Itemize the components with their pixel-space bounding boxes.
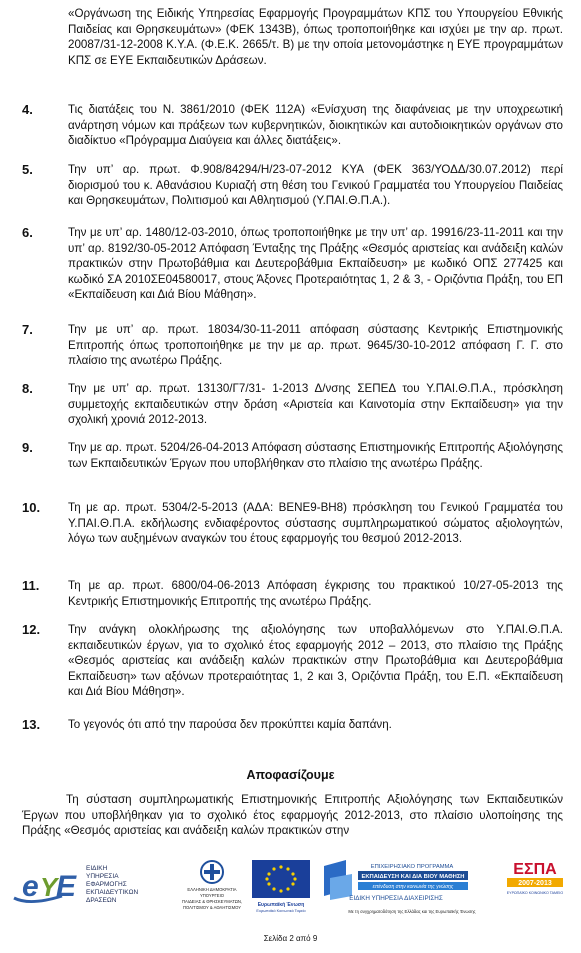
item-number: 6. bbox=[22, 225, 33, 240]
eye-line: ΥΠΗΡΕΣΙΑ bbox=[86, 873, 119, 880]
svg-text:Y: Y bbox=[40, 872, 58, 902]
item-number: 5. bbox=[22, 162, 33, 177]
svg-text:e: e bbox=[22, 870, 39, 903]
cofinance-text: Με τη συγχρηματοδότηση της Ελλάδας και της Ευρωπαϊκής Ένωσης bbox=[348, 909, 476, 914]
eu-line: Ευρωπαϊκή Ένωση bbox=[257, 902, 305, 908]
eu-flag-logo bbox=[252, 860, 310, 913]
espa-logo bbox=[507, 861, 564, 895]
item-text: Την με υπ’ αρ. 1480/12-03-2010, όπως τροποποιήθηκε με την υπ’ αρ. 19916/23-11-2011 και την υπ’ αρ. 8192/30-05-2012 Απόφαση Ένταξης της Πράξης «Θεσμός αριστείας και ανάδειξη καλών πρακτικών στην Πρωτοβάθμια και Δευτεροβάθμια Εκπαίδευση» με κωδικό ΟΠΣ 277425 και κωδικό ΣΑ 2010ΣΕ04580017, στους Άξονες Προτεραιότητας 1, 2 & 3, - Οριζόντια Πράξη, του ΕΠ «Εκπαίδευση και Διά Βίου Μάθηση». bbox=[68, 226, 563, 302]
item-text: Τη με αρ. πρωτ. 6800/04-06-2013 Απόφαση έγκρισης του πρακτικού 10/27-05-2013 της Κεντρικής Επιστημονικής Επιτροπής της ανωτέρω Πράξης. bbox=[68, 579, 563, 608]
item-text: Την υπ’ αρ. πρωτ. Φ.908/84294/Η/23-07-2012 ΚΥΑ (ΦΕΚ 363/ΥΟΔΔ/30.07.2012) περί διορισμού του κ. Αθανάσιου Κυριαζή στη θέση του Γενικού Γραμματέα του Υπουργείου Παιδείας και Θρησκευμάτων, Πολιτισμού και Αθλητισμού (Υ.ΠΑΙ.Θ.Π.Α.). bbox=[68, 163, 563, 208]
list-item bbox=[22, 622, 563, 700]
eye-logo bbox=[14, 865, 138, 904]
item-number: 4. bbox=[22, 102, 33, 117]
list-item bbox=[22, 381, 563, 428]
svg-text:E: E bbox=[56, 870, 77, 903]
program-line: ΕΠΙΧΕΙΡΗΣΙΑΚΟ ΠΡΟΓΡΑΜΜΑ bbox=[370, 864, 454, 870]
eye-line: ΕΚΠΑΙΔΕΥΤΙΚΩΝ bbox=[86, 889, 139, 896]
item-text: Την με υπ’ αρ. πρωτ. 13130/Γ7/31- 1-2013 Δ/νσης ΣΕΠΕΔ του Υ.ΠΑΙ.Θ.Π.Α., πρόσκληση συμμετοχής εκπαιδευτικών στην δράση «Αριστεία και Καινοτομία στην Εκπαίδευση» για την σχολική χρονιά 2012-2013. bbox=[68, 382, 563, 427]
item-text: Την ανάγκη ολοκλήρωσης της αξιολόγησης των υποβαλλόμενων στο Υ.ΠΑΙ.Θ.Π.Α. εκπαιδευτικών έργων, για το σχολικό έτος εφαρμογής 2012 – 2013, στο πλαίσιο της Πράξης «Θεσμός αριστείας και ανάδειξη καλών πρακτικών στην Πρωτοβάθμια και Δευτεροβάθμια Εκπαίδευση» των αξόνων προτεραιότητας 1, 2 και 3, Οριζόντια Πράξη, του Ε.Π. «Εκπαίδευση και Διά Βίου Μάθηση». bbox=[68, 623, 563, 699]
item-number: 12. bbox=[22, 622, 41, 637]
program-line: ΕΚΠΑΙΔΕΥΣΗ ΚΑΙ ΔΙΑ ΒΙΟΥ ΜΑΘΗΣΗ bbox=[361, 874, 465, 880]
eye-line: ΕΦΑΡΜΟΓΗΣ bbox=[86, 881, 127, 888]
item-number: 9. bbox=[22, 440, 33, 455]
item-number: 13. bbox=[22, 717, 41, 732]
item-text: Τη με αρ. πρωτ. 5304/2-5-2013 (ΑΔΑ: ΒΕΝΕ9-ΒΗ8) πρόσκληση του Γενικού Γραμματέα του Υ.ΠΑΙ.Θ.Π.Α. εκδήλωσης ενδιαφέροντος σύστασης συμπληρωματικού σώματος αξιολογητών, λόγω των αυξημένων αναγκών του έτους εφαρμογής του θεσμού 2012-2013. bbox=[68, 501, 563, 546]
ministry-line: ΠΑΙΔΕΙΑΣ & ΘΡΗΣΚΕΥΜΑΤΩΝ, bbox=[181, 899, 243, 904]
program-logo bbox=[324, 860, 468, 902]
list-item bbox=[22, 578, 563, 609]
intro-paragraph: «Οργάνωση της Ειδικής Υπηρεσίας Εφαρμογής Προγραμμάτων ΚΠΣ του Υπουργείου Εθνικής Παιδείας και Θρησκευμάτων» (ΦΕΚ 1343Β), όπως τροποποιήθηκε και ισχύει με την αρ. πρωτ. 20087/31-12-2008 Κ.Υ.Α. (Φ.Ε.Κ. 2665/τ. Β) με την οποία μετονομάστηκε η ΕΥΕ προγραμμάτων ΚΠΣ σε ΕΥΕ Εκπαιδευτικών Δράσεων. bbox=[68, 7, 563, 67]
footer-logo-strip bbox=[0, 856, 581, 922]
item-number: 10. bbox=[22, 500, 41, 515]
ministry-line: ΠΟΛΙΤΙΣΜΟΥ & ΑΘΛΗΤΙΣΜΟΥ bbox=[182, 905, 242, 910]
item-number: 8. bbox=[22, 381, 33, 396]
item-number: 11. bbox=[22, 578, 40, 593]
item-number: 7. bbox=[22, 322, 33, 337]
ministry-line: ΕΛΛΗΝΙΚΗ ΔΗΜΟΚΡΑΤΙΑ bbox=[187, 887, 237, 892]
decision-heading: Αποφασίζουμε bbox=[246, 768, 335, 782]
program-line: επένδυση στην κοινωνία της γνώσης bbox=[372, 884, 454, 890]
footer-logos bbox=[0, 856, 581, 922]
decision-paragraph: Τη σύσταση συμπληρωματικής Επιστημονικής Επιτροπής Αξιολόγησης των Εκπαιδευτικών Έργων που υποβλήθηκαν για το σχολικό έτος εφαρμογής 2012-2013, στο πλαίσιο υλοποίησης της Πράξης «Θεσμός αριστείας και ανάδειξη καλών πρακτικών στην bbox=[22, 793, 563, 838]
list-item bbox=[22, 225, 563, 303]
page-number: Σελίδα 2 από 9 bbox=[263, 934, 318, 943]
espa-title: ΕΣΠΑ bbox=[513, 861, 557, 878]
item-text: Την με υπ’ αρ. πρωτ. 18034/30-11-2011 απόφαση σύστασης Κεντρικής Επιστημονικής Επιτροπής όπως τροποποιήθηκε με την με αρ. πρωτ. 9645/30-10-2012 απόφαση Γ. Γ. στο πλαίσιο της ανωτέρω Πράξης. bbox=[68, 323, 563, 368]
eye-line: ΕΙΔΙΚΗ bbox=[86, 865, 108, 872]
ministry-line: ΥΠΟΥΡΓΕΙΟ bbox=[199, 893, 225, 898]
list-item bbox=[22, 102, 563, 149]
program-line: ΕΙΔΙΚΗ ΥΠΗΡΕΣΙΑ ΔΙΑΧΕΙΡΙΣΗΣ bbox=[349, 895, 443, 902]
item-text: Το γεγονός ότι από την παρούσα δεν προκύπτει καμία δαπάνη. bbox=[68, 718, 392, 731]
list-item bbox=[22, 162, 563, 209]
eu-line: Ευρωπαϊκό Κοινωνικό Ταμείο bbox=[256, 909, 306, 913]
list-item bbox=[22, 500, 563, 547]
ministry-emblem bbox=[182, 861, 242, 910]
espa-fund: ΕΥΡΩΠΑΪΚΟ ΚΟΙΝΩΝΙΚΟ ΤΑΜΕΙΟ bbox=[506, 891, 564, 895]
list-item bbox=[22, 440, 563, 471]
eye-line: ΔΡΑΣΕΩΝ bbox=[86, 897, 117, 904]
item-text: Την με αρ. πρωτ. 5204/26-04-2013 Απόφαση σύστασης Επιστημονικής Επιτροπής Αξιολόγησης των Εκπαιδευτικών Έργων που υποβλήθηκαν στο πλαίσιο της ανωτέρω Πράξης. bbox=[68, 441, 563, 470]
list-item bbox=[22, 717, 563, 733]
item-text: Τις διατάξεις του Ν. 3861/2010 (ΦΕΚ 112Α) «Ενίσχυση της διαφάνειας με την υποχρεωτική ανάρτηση νόμων και πράξεων των κυβερνητικών, διοικητικών και αυτοδιοικητικών οργάνων στο διαδίκτυο «Πρόγραμμα Διαύγεια και άλλες διατάξεις». bbox=[68, 103, 563, 148]
espa-years: 2007-2013 bbox=[518, 880, 552, 887]
list-item bbox=[22, 322, 563, 369]
